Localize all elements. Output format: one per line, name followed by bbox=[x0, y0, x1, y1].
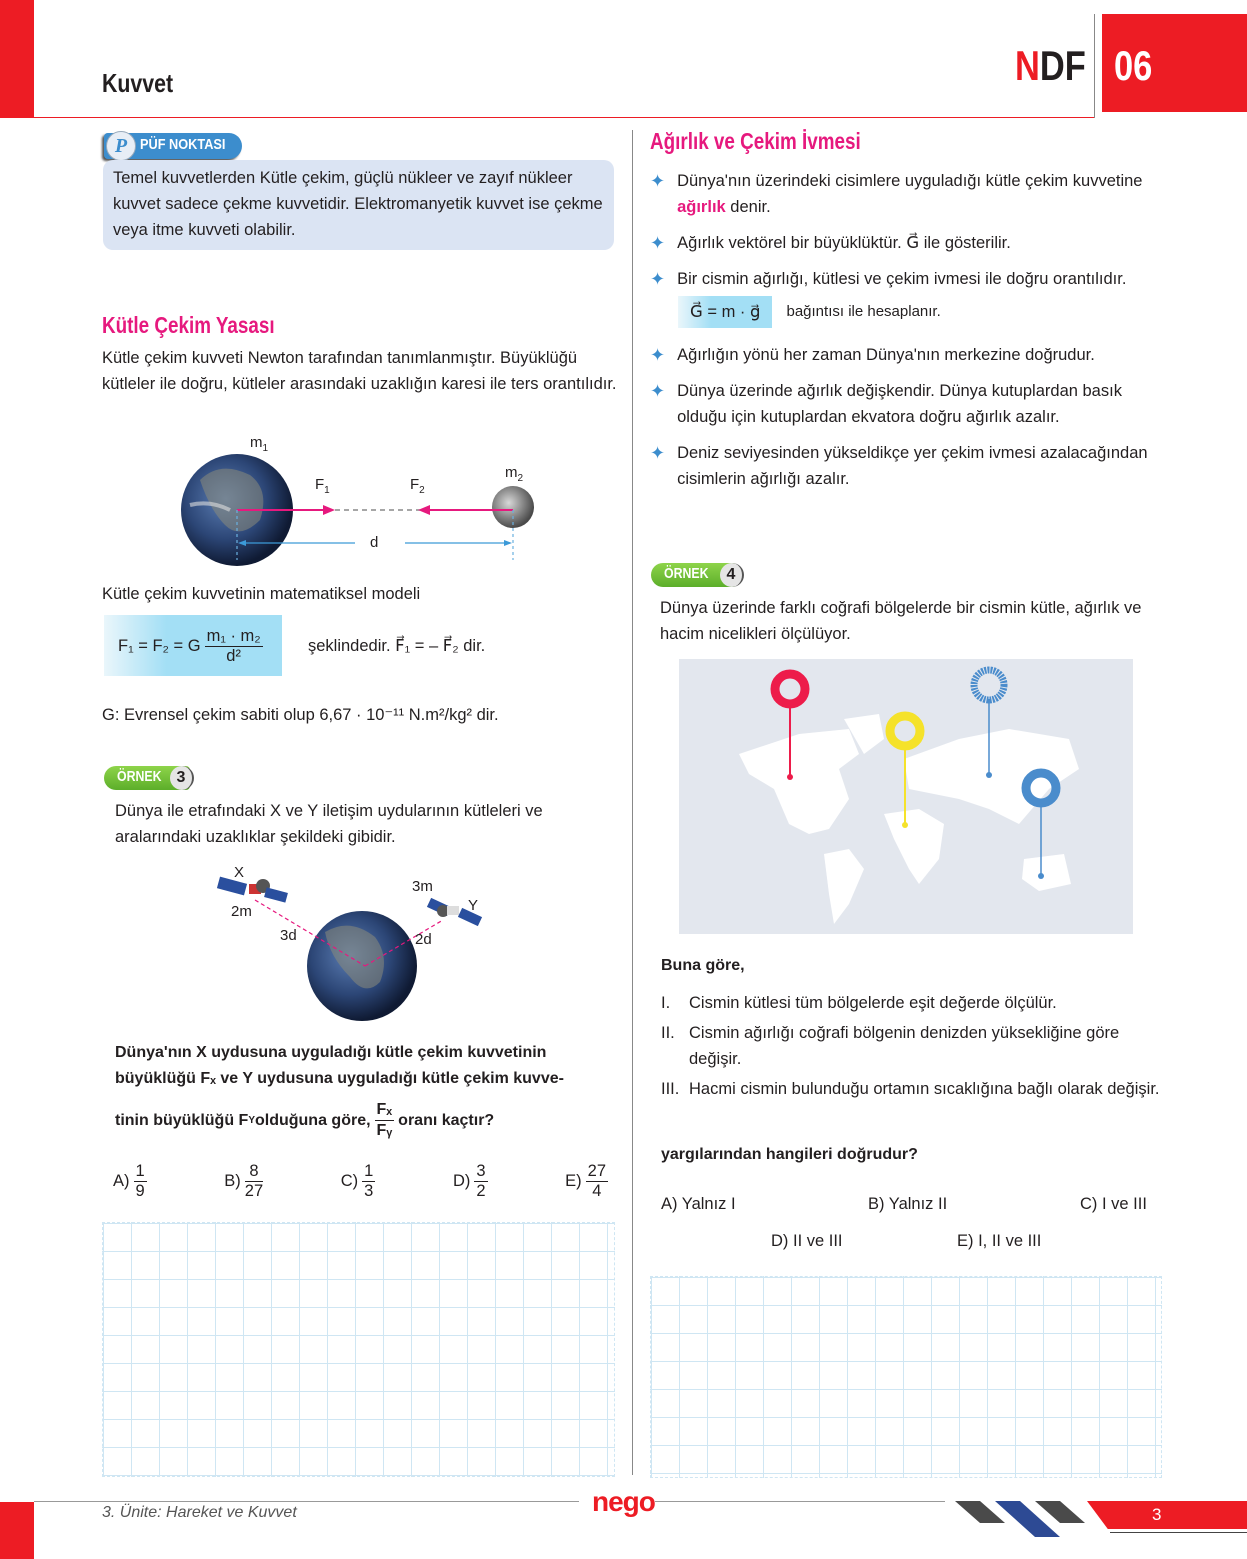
page-number: 3 bbox=[1152, 1505, 1162, 1524]
ornek-4-option-b[interactable]: B) Yalnız II bbox=[868, 1195, 948, 1213]
option-a[interactable]: A) $\frac{1}{9}$ bbox=[113, 1162, 145, 1200]
section-heading-kutle-cekim: Kütle Çekim Yasası bbox=[102, 312, 275, 338]
weight-formula-row: G⃗ = m · g⃗ bağıntısı ile hesaplanır. bbox=[678, 296, 1170, 328]
earth-moon-diagram bbox=[180, 430, 550, 570]
m1-label: $m_1$ bbox=[250, 434, 269, 454]
header-red-bar bbox=[0, 0, 34, 118]
ratio-fraction: $\frac{\text{Fₓ}}{\text{Fᵧ}}$ bbox=[376, 1101, 393, 1139]
scratch-grid-left bbox=[102, 1222, 615, 1477]
bullet-1: ✦ Dünya'nın üzerindeki cisimlere uyguladığı kütle çekim kuvvetine ağırlık denir. bbox=[650, 168, 1170, 220]
bullet-4: ✦ Ağırlığın yönü her zaman Dünya'nın merkezine doğrudur. bbox=[650, 342, 1170, 368]
formula-suffix: şeklindedir. F⃗₁ = – F⃗₂ dir. bbox=[308, 637, 486, 655]
statement-1: I. Cismin kütlesi tüm bölgelerde eşit değerde ölçülür. bbox=[661, 994, 1057, 1012]
ornek-4-label: ÖRNEK bbox=[664, 566, 709, 582]
page-number-box bbox=[1087, 1501, 1247, 1529]
statement-2: II. Cismin ağırlığı coğrafi bölgenin denizden yüksekliğine göre değişir. bbox=[661, 1024, 1120, 1068]
footer-red-bar bbox=[0, 1502, 34, 1559]
gravity-figure bbox=[180, 430, 550, 570]
ornek-3-text: Dünya ile etrafındaki X ve Y iletişim uydularının kütleleri ve aralarındaki uzaklıklar şekildeki gibidir. bbox=[115, 802, 543, 846]
ndf-number: 06 bbox=[1114, 42, 1153, 89]
kutle-cekim-intro: Kütle çekim kuvveti Newton tarafından tanımlanmıştır. Büyüklüğü kütleler ile doğru, kütleler arasındaki uzaklığın karesi ile ters orantılıdır. bbox=[102, 349, 617, 393]
ndf-n: N bbox=[1015, 42, 1040, 89]
ornek-4-option-a[interactable]: A) Yalnız I bbox=[661, 1195, 736, 1213]
model-label: Kütle çekim kuvvetinin matematiksel modeli bbox=[102, 585, 421, 603]
d-label: d bbox=[370, 534, 379, 551]
newton-formula bbox=[118, 622, 263, 670]
ornek-4-lead: Buna göre, bbox=[661, 957, 745, 974]
ornek-3-options bbox=[113, 1162, 608, 1201]
ornek-3-label: ÖRNEK bbox=[117, 769, 162, 785]
bullet-2: ✦ Ağırlık vektörel bir büyüklüktür. G⃗ ile gösterilir. bbox=[650, 230, 1170, 256]
ornek-3-question: Dünya'nın X uydusuna uyguladığı kütle çekim kuvvetinin büyüklüğü Fₓ ve Y uydusuna uyguladığı kütle çekim kuvve- tinin büyüklüğü F Y olduğuna göre, $\frac{\text{Fₓ}}{\text{Fᵧ}}$ oranı kaçtır? bbox=[115, 1044, 564, 1139]
publisher-logo: nego bbox=[592, 1486, 655, 1517]
ndf-rest: DF bbox=[1039, 42, 1086, 89]
f1-label: $F_1$ bbox=[315, 476, 330, 496]
puf-logo-icon: P bbox=[106, 131, 136, 161]
y-mass-label: 3m bbox=[412, 878, 433, 895]
header-rule bbox=[34, 117, 1094, 118]
option-c[interactable]: C) $\frac{1}{3}$ bbox=[340, 1162, 374, 1200]
ndf-badge-prefix bbox=[1015, 42, 1086, 90]
x-mass-label: 2m bbox=[231, 903, 252, 920]
m2-label: $m_2$ bbox=[505, 464, 524, 484]
chapter-title: Kuvvet bbox=[102, 68, 174, 98]
ornek-4-statements bbox=[661, 990, 1161, 1102]
world-map bbox=[679, 659, 1133, 934]
gravitational-constant: G: Evrensel çekim sabiti olup 6,67 · 10⁻¹¹ N.m²/kg² dir. bbox=[102, 706, 499, 724]
ornek-4-text: Dünya üzerinde farklı coğrafi bölgelerde bir cismin kütle, ağırlık ve hacim nicelikleri ölçülüyor. bbox=[660, 599, 1142, 643]
option-b[interactable]: B) $\frac{8}{27}$ bbox=[224, 1162, 264, 1200]
star-bullet-icon: ✦ bbox=[650, 171, 666, 191]
satellite-x-icon bbox=[217, 877, 288, 903]
column-divider bbox=[632, 130, 633, 1475]
earth-satellites-diagram bbox=[215, 862, 515, 1022]
weight-formula: G⃗ = m · g⃗ bbox=[678, 296, 772, 328]
star-bullet-icon: ✦ bbox=[650, 345, 666, 365]
bullet-5: ✦ Dünya üzerinde ağırlık değişkendir. Dünya kutuplardan basık olduğu için kutuplardan ekvatora doğru ağırlık azalır. bbox=[650, 378, 1170, 430]
star-bullet-icon: ✦ bbox=[650, 233, 666, 253]
footer-unit-text: 3. Ünite: Hareket ve Kuvvet bbox=[102, 1504, 297, 1521]
satellite-figure bbox=[215, 862, 515, 1022]
footer-stripes bbox=[945, 1501, 1085, 1541]
statement-3: III. Hacmi cismin bulunduğu ortamın sıcaklığına bağlı olarak değişir. bbox=[661, 1080, 1160, 1098]
formula-fraction: $\frac{\text{m₁ · m₂}}{\text{d²}}$ bbox=[206, 626, 261, 665]
puf-noktasi-label: PÜF NOKTASI bbox=[140, 136, 226, 153]
footer-rule-right bbox=[655, 1501, 945, 1502]
ornek-4-question: yargılarından hangileri doğrudur? bbox=[661, 1146, 918, 1163]
star-bullet-icon: ✦ bbox=[650, 269, 666, 289]
world-map-illustration bbox=[679, 659, 1133, 934]
ornek-4-option-e[interactable]: E) I, II ve III bbox=[957, 1232, 1042, 1250]
ornek-4-option-c[interactable]: C) I ve III bbox=[1080, 1195, 1147, 1213]
x-label: X bbox=[234, 864, 245, 881]
footer-rule-left bbox=[34, 1501, 579, 1502]
star-bullet-icon: ✦ bbox=[650, 381, 666, 401]
f2-label: $F_2$ bbox=[410, 476, 425, 496]
formula-lhs: F₁ = F₂ = G bbox=[118, 636, 201, 655]
header-divider bbox=[1094, 14, 1095, 118]
puf-noktasi-text: Temel kuvvetlerden Kütle çekim, güçlü nükleer ve zayıf nükleer kuvvet sadece çekme kuvvetidir. Elektromanyetik kuvvet ise çekme veya itme kuvveti olabilir. bbox=[113, 169, 603, 239]
y-distance-label: 2d bbox=[415, 931, 432, 948]
bullet-3: ✦ Bir cismin ağırlığı, kütlesi ve çekim ivmesi ile doğru orantılıdır. bbox=[650, 266, 1170, 292]
star-bullet-icon: ✦ bbox=[650, 443, 666, 463]
ornek-3-number: 3 bbox=[170, 766, 194, 790]
page-number-underline bbox=[1110, 1532, 1247, 1533]
bullet-6: ✦ Deniz seviyesinden yükseldikçe yer çekim ivmesi azalacağından cisimlerin ağırlığı azalır. bbox=[650, 440, 1170, 492]
agirlik-bullets bbox=[650, 168, 1170, 492]
option-e[interactable]: E) $\frac{27}{4}$ bbox=[565, 1162, 606, 1200]
y-label: Y bbox=[468, 897, 479, 914]
section-heading-agirlik: Ağırlık ve Çekim İvmesi bbox=[650, 128, 861, 154]
ornek-4-option-d[interactable]: D) II ve III bbox=[771, 1232, 843, 1250]
option-d[interactable]: D) $\frac{3}{2}$ bbox=[452, 1162, 486, 1200]
decorative-stripes-icon bbox=[945, 1501, 1085, 1541]
x-distance-label: 3d bbox=[280, 927, 297, 944]
scratch-grid-right bbox=[650, 1276, 1162, 1478]
ornek-4-number: 4 bbox=[720, 563, 744, 587]
